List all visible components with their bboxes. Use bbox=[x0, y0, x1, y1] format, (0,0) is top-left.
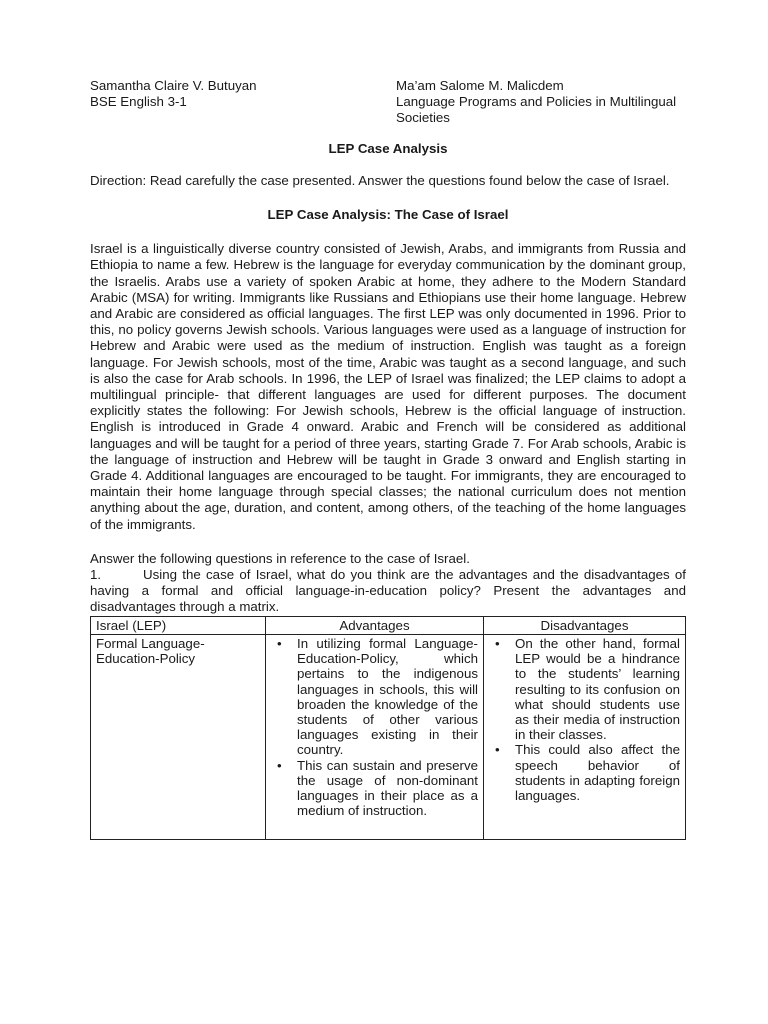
disadvantages-list bbox=[489, 636, 680, 803]
header-row-2 bbox=[90, 94, 686, 126]
instructor-name: Ma’am Salome M. Malicdem bbox=[396, 78, 564, 93]
header-row-1 bbox=[90, 78, 686, 94]
direction-text: Direction: Read carefully the case presented. Answer the questions found below the case of Israel. bbox=[90, 172, 670, 188]
matrix-header-advantages: Advantages bbox=[266, 616, 484, 634]
matrix-row-label: Formal Language-Education-Policy bbox=[91, 634, 266, 839]
cell-spacer bbox=[271, 818, 478, 838]
disadvantages-cell bbox=[484, 634, 686, 839]
case-title: LEP Case Analysis: The Case of Israel bbox=[267, 207, 509, 223]
advantages-disadvantages-matrix bbox=[90, 616, 686, 841]
matrix-header-row bbox=[91, 616, 686, 634]
matrix-row-formal-lep bbox=[91, 634, 686, 839]
disadvantage-item: • On the other hand, formal LEP would be a hindrance to the students’ learning resulting to its confusion on what should students use as their media of instruction in their classes. bbox=[515, 636, 680, 742]
advantage-item: • In utilizing formal Language-Education-Policy, which pertains to the indigenous languages in schools, this will broaden the knowledge of the students of other various languages existing in their country. bbox=[297, 636, 478, 758]
course-title: Language Programs and Policies in Multilingual Societies bbox=[396, 94, 677, 126]
advantages-list bbox=[271, 636, 478, 818]
case-body-paragraph: Israel is a linguistically diverse country consisted of Jewish, Arabs, and immigrants from Russia and Ethiopia to name a few. Hebrew is the language for everyday communication by the dominant group, the Israelis. Arabs use a variety of spoken Arabic at home, they adhere to the Modern Standard Arabic (MSA) for writing. Immigrants like Russians and Ethiopians use their home language. Hebrew and Arabic are considered as official languages. The first LEP was only documented in 1996. Prior to this, no policy governs Jewish schools. Various languages were used as a language of instruction for Hebrew and Arabic were used as the medium of instruction. English was taught as a foreign language. For Jewish schools, most of the time, Arabic was taught as a second language, and such is also the case for Arab schools. In 1996, the LEP of Israel was finalized; the LEP claims to adopt a multilingual principle- that different languages are used for different purposes. The document explicitly states the following: For Jewish schools, Hebrew is the official language of instruction. English is introduced in Grade 4 onward. Arabic and French will be considered as additional languages and will be taught for a period of three years, starting Grade 7. For Arab schools, Arabic is the language of instruction and Hebrew will be taught in Grade 3 onward and English starting in Grade 4. Additional languages are encouraged to be taught. For immigrants, they are encouraged to maintain their home language through special classes; the national curriculum does not mention anything about the age, duration, and content, among others, of the teaching of the home languages of the immigrants. bbox=[90, 241, 686, 532]
matrix-header-disadvantages: Disadvantages bbox=[484, 616, 686, 634]
document-title: LEP Case Analysis bbox=[328, 140, 448, 156]
student-name: Samantha Claire V. Butuyan bbox=[90, 78, 257, 93]
disadvantage-item: • This could also affect the speech behavior of students in adapting foreign languages. bbox=[515, 742, 680, 803]
document-page bbox=[90, 78, 686, 840]
question-1: 1. Using the case of Israel, what do you think are the advantages and the disadvantages of having a formal and official language-in-education policy? Present the advantages and disadvantages through a matrix. bbox=[90, 567, 686, 615]
advantages-cell bbox=[266, 634, 484, 839]
matrix-header-israel: Israel (LEP) bbox=[91, 616, 266, 634]
questions-intro: Answer the following questions in reference to the case of Israel. bbox=[90, 550, 470, 566]
advantage-item: • This can sustain and preserve the usage of non-dominant languages in their place as a medium of instruction. bbox=[297, 758, 478, 819]
section-label: BSE English 3-1 bbox=[90, 94, 187, 110]
